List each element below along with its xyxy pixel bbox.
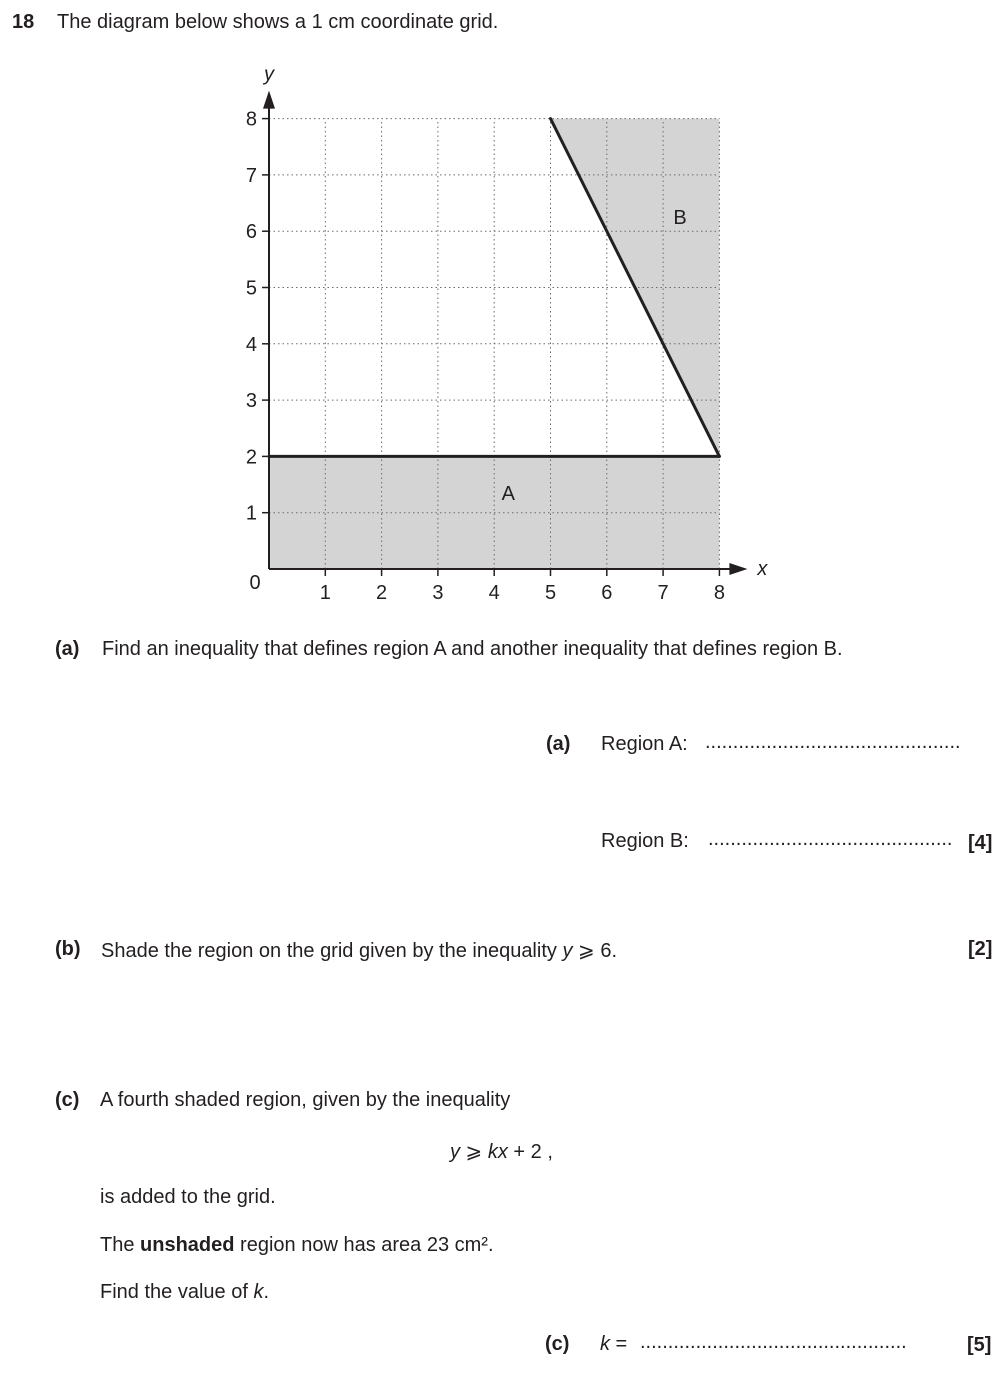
region-a-answer-line[interactable]: ..............................................	[705, 731, 961, 753]
y-axis-arrowhead	[263, 91, 275, 109]
y-tick-label: 2	[245, 446, 257, 469]
part-c-answer-label: (c)	[545, 1333, 570, 1355]
region-a-label: A	[501, 482, 515, 505]
part-a-marks: [4]	[968, 832, 993, 854]
coordinate-grid	[0, 0, 1008, 620]
y-tick-label: 8	[245, 108, 257, 131]
part-a-text: Find an inequality that defines region A and another inequality that defines region B.	[102, 638, 843, 660]
part-b-marks: [2]	[968, 938, 993, 960]
eq-y: y	[450, 1141, 460, 1163]
region-a-label: Region A:	[601, 733, 688, 755]
region-b-label: Region B:	[601, 830, 689, 852]
origin-label: 0	[249, 572, 261, 594]
x-axis-arrowhead	[729, 563, 747, 575]
x-axis-label: x	[757, 558, 768, 580]
region-b-label: B	[673, 207, 687, 230]
line3-bold: unshaded	[140, 1234, 235, 1256]
line4-post: .	[263, 1281, 269, 1303]
y-tick-label: 5	[245, 277, 257, 300]
part-c-marks: [5]	[967, 1334, 992, 1356]
part-b-y: y	[562, 940, 573, 962]
question-intro: The diagram below shows a 1 cm coordinate grid.	[57, 11, 499, 33]
eq-ge: ⩾	[460, 1141, 488, 1163]
part-c-line3	[100, 1234, 494, 1257]
x-tick-label: 6	[601, 582, 613, 604]
part-b-label: (b)	[55, 938, 81, 960]
part-b-inequality: ⩾ 6.	[572, 940, 618, 962]
y-tick-label: 3	[245, 390, 257, 413]
part-c-line2: is added to the grid.	[100, 1186, 276, 1208]
part-c-label: (c)	[55, 1089, 80, 1111]
y-tick-label: 4	[245, 333, 257, 356]
x-tick-label: 8	[713, 582, 725, 604]
y-tick-label: 6	[245, 221, 257, 244]
eq-rest: + 2 ,	[507, 1141, 553, 1163]
line4-k: k	[253, 1281, 264, 1303]
part-c-equation	[450, 1139, 553, 1164]
part-b-text-pre: Shade the region on the grid given by the inequality	[101, 940, 557, 962]
part-a-answer-label: (a)	[546, 733, 571, 755]
part-c-answer-prefix	[600, 1333, 627, 1356]
answer-k: k	[600, 1333, 610, 1355]
eq-kx: kx	[487, 1141, 508, 1163]
line4-pre: Find the value of	[100, 1281, 248, 1303]
x-tick-label: 1	[319, 582, 331, 604]
x-tick-label: 4	[488, 582, 500, 604]
y-axis-label: y	[264, 63, 274, 86]
region-b-answer-line[interactable]: ............................................	[708, 828, 953, 850]
x-tick-label: 3	[432, 582, 444, 604]
answer-eq: =	[610, 1333, 628, 1355]
x-tick-label: 2	[376, 582, 388, 604]
part-a-label: (a)	[55, 638, 80, 660]
part-c-line1: A fourth shaded region, given by the inequality	[100, 1089, 511, 1111]
y-tick-label: 1	[245, 502, 257, 525]
line3-pre: The	[100, 1234, 135, 1256]
part-b-text	[101, 938, 617, 963]
line3-post: region now has area 23 cm².	[240, 1234, 494, 1256]
x-tick-label: 7	[657, 582, 669, 604]
part-c-line4	[100, 1281, 269, 1304]
x-tick-label: 5	[544, 582, 557, 604]
question-number: 18	[12, 11, 35, 33]
k-answer-line[interactable]: ................................................	[640, 1331, 907, 1353]
y-tick-label: 7	[245, 164, 257, 187]
